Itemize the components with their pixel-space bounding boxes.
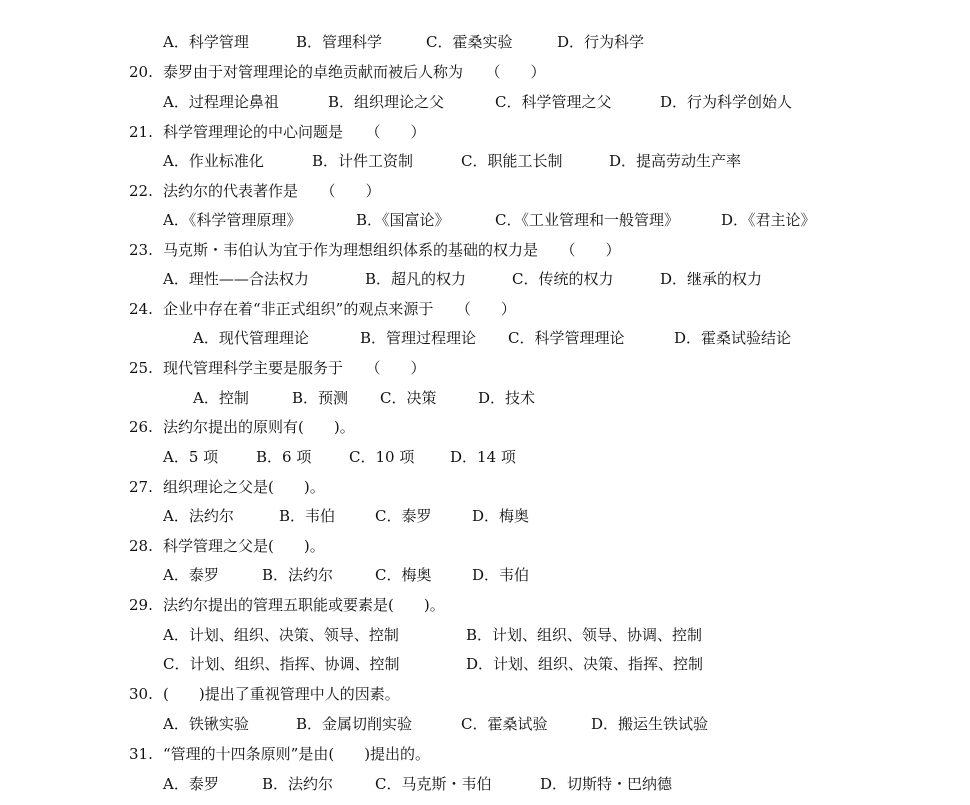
answer-option: A．理性——合法权力 (163, 270, 309, 288)
answer-option: D．霍桑试验结论 (674, 329, 792, 347)
answer-option: D．韦伯 (472, 566, 530, 584)
answer-option: B．超凡的权力 (365, 270, 467, 288)
question-text: 法约尔提出的原则有( )。 (163, 418, 355, 436)
answer-option: B．6 项 (256, 448, 312, 466)
answer-option: C．职能工长制 (461, 152, 563, 170)
answer-option: C．10 项 (349, 448, 415, 466)
answer-option: C．梅奥 (375, 566, 432, 584)
answer-option: D．梅奥 (472, 507, 530, 525)
question-text: 企业中存在着“非正式组织”的观点来源于 （ ） (163, 300, 516, 318)
answer-option: D．《君主论》 (721, 211, 816, 229)
answer-option: B．韦伯 (279, 507, 336, 525)
answer-option: A．科学管理 (163, 33, 249, 51)
answer-option: C．《工业管理和一般管理》 (495, 211, 679, 229)
answer-option: B．管理过程理论 (360, 329, 477, 347)
answer-option: D．技术 (478, 389, 536, 407)
answer-option: A．过程理论鼻祖 (163, 93, 279, 111)
answer-option: C．霍桑实验 (426, 33, 513, 51)
answer-option: C．决策 (380, 389, 437, 407)
answer-option: C．科学管理理论 (508, 329, 625, 347)
answer-option: A．5 项 (163, 448, 219, 466)
question-text: 科学管理理论的中心问题是 （ ） (163, 123, 426, 141)
answer-option: B．计件工资制 (312, 152, 414, 170)
question-text: 科学管理之父是( )。 (163, 537, 325, 555)
question-text: 法约尔的代表著作是 （ ） (163, 182, 381, 200)
answer-option: D．搬运生铁试验 (591, 715, 709, 733)
answer-option: A．法约尔 (163, 507, 234, 525)
answer-option: A．铁锹实验 (163, 715, 249, 733)
answer-option: A．《科学管理原理》 (163, 211, 302, 229)
question-number: 23. (129, 241, 153, 259)
question-number: 21. (129, 123, 153, 141)
question-text: 泰罗由于对管理理论的卓绝贡献而被后人称为 （ ） (163, 63, 546, 81)
answer-option: A．泰罗 (163, 775, 219, 793)
question-text: 马克斯・韦伯认为宜于作为理想组织体系的基础的权力是 （ ） (163, 241, 621, 259)
answer-option: D．14 项 (450, 448, 516, 466)
answer-option: B．组织理论之父 (328, 93, 445, 111)
question-number: 27. (129, 478, 153, 496)
answer-option: B．法约尔 (262, 566, 334, 584)
answer-option: D．切斯特・巴纳德 (540, 775, 673, 793)
answer-option: A．现代管理理论 (193, 329, 309, 347)
question-number: 29. (129, 596, 153, 614)
answer-option: C．计划、组织、指挥、协调、控制 (163, 655, 400, 673)
answer-option: B．《国富论》 (356, 211, 450, 229)
question-number: 22. (129, 182, 153, 200)
question-number: 24. (129, 300, 153, 318)
question-number: 28. (129, 537, 153, 555)
answer-option: C．霍桑试验 (461, 715, 548, 733)
answer-option: A．泰罗 (163, 566, 219, 584)
answer-option: D．行为科学创始人 (660, 93, 793, 111)
question-text: 法约尔提出的管理五职能或要素是( )。 (163, 596, 445, 614)
question-text: ( )提出了重视管理中人的因素。 (163, 685, 400, 703)
answer-option: D．行为科学 (557, 33, 645, 51)
answer-option: D．继承的权力 (660, 270, 763, 288)
answer-option: D．提高劳动生产率 (609, 152, 742, 170)
answer-option: B．金属切削实验 (296, 715, 413, 733)
answer-option: A．作业标准化 (163, 152, 264, 170)
question-text: 现代管理科学主要是服务于 （ ） (163, 359, 426, 377)
question-text: “管理的十四条原则”是由( )提出的。 (163, 745, 431, 763)
answer-option: C．马克斯・韦伯 (375, 775, 492, 793)
answer-option: B．预测 (292, 389, 349, 407)
answer-option: C．科学管理之父 (495, 93, 612, 111)
question-text: 组织理论之父是( )。 (163, 478, 325, 496)
question-number: 26. (129, 418, 153, 436)
answer-option: C．泰罗 (375, 507, 432, 525)
answer-option: B．计划、组织、领导、协调、控制 (466, 626, 703, 644)
answer-option: B．法约尔 (262, 775, 334, 793)
question-number: 25. (129, 359, 153, 377)
answer-option: B．管理科学 (296, 33, 383, 51)
question-number: 31. (129, 745, 153, 763)
answer-option: A．控制 (193, 389, 249, 407)
answer-option: C．传统的权力 (512, 270, 614, 288)
answer-option: A．计划、组织、决策、领导、控制 (163, 626, 399, 644)
question-number: 20. (129, 63, 153, 81)
answer-option: D．计划、组织、决策、指挥、控制 (466, 655, 704, 673)
question-number: 30. (129, 685, 153, 703)
